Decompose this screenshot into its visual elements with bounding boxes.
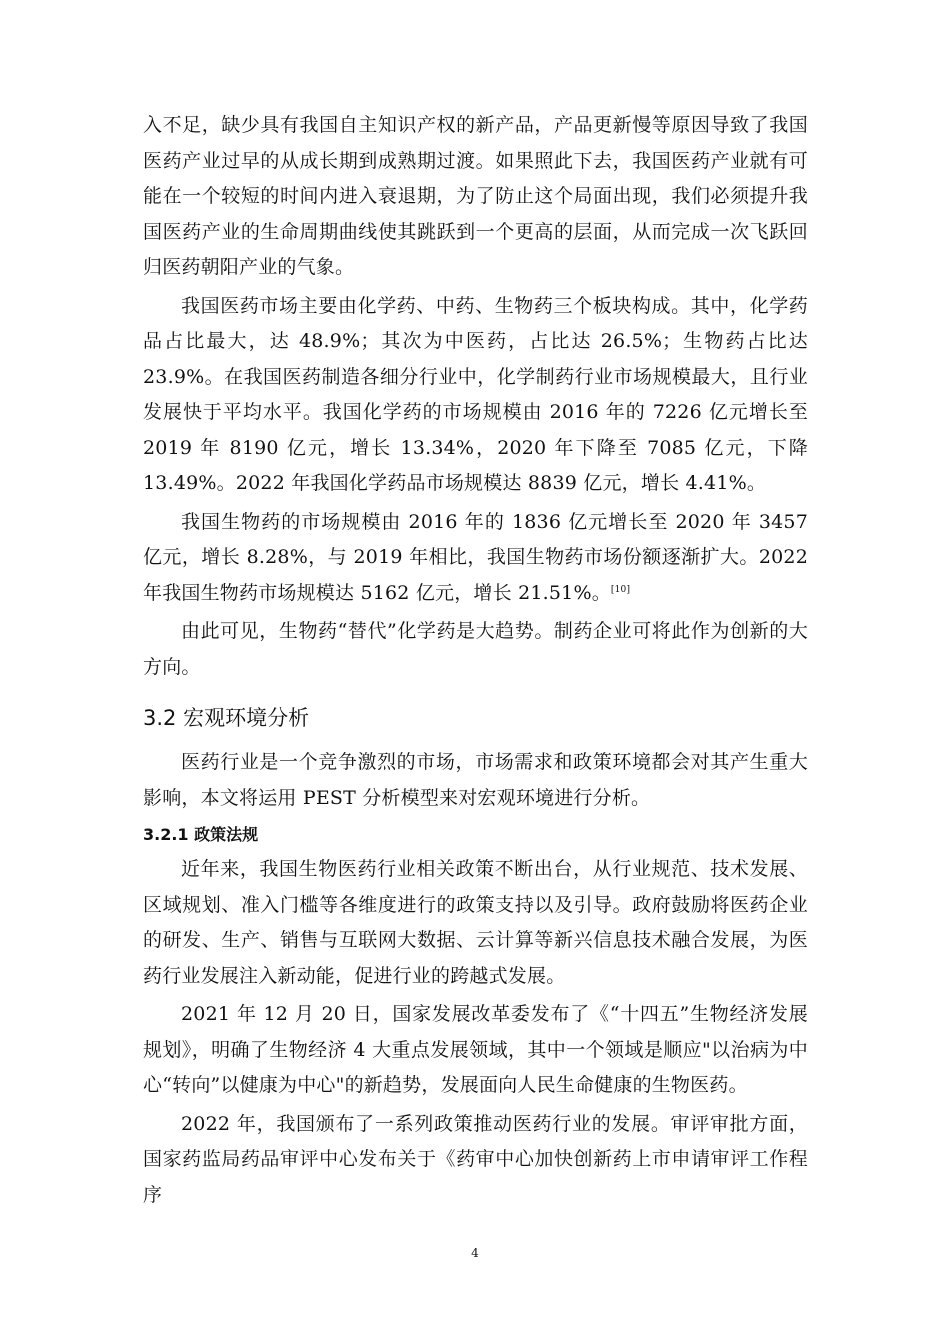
paragraph-lifecycle: 入不足，缺少具有我国自主知识产权的新产品，产品更新慢等原因导致了我国医药产业过早的从成长期到成熟期过渡。如果照此下去，我国医药产业就有可能在一个较短的时间内进入衰退期，为了防止这个局面出现，我们必须提升我国医药产业的生命周期曲线使其跳跃到一个更高的层面，从而完成一次飞跃回归医药朝阳产业的气象。 [143,114,808,278]
paragraph-conclusion: 由此可见，生物药“替代”化学药是大趋势。制药企业可将此作为创新的大方向。 [143,620,808,678]
paragraph-biopharma-text: 我国生物药的市场规模由 2016 年的 1836 亿元增长至 2020 年 3457 亿元，增长 8.28%，与 2019 年相比，我国生物药市场份额逐渐扩大。2022 年我国生物药市场规模达 5162 亿元，增长 21.51%。 [143,510,808,604]
paragraph-biopharma-market [143,505,808,612]
subsection-heading: 3.2.1 政策法规 [143,825,259,844]
paragraph-policy-overview: 近年来，我国生物医药行业相关政策不断出台，从行业规范、技术发展、区域规划、准入门槛等各维度进行的政策支持以及引导。政府鼓励将医药企业的研发、生产、销售与互联网大数据、云计算等新兴信息技术融合发展，为医药行业发展注入新动能，促进行业的跨越式发展。 [143,858,808,987]
page-body [143,108,808,1216]
citation-ref: [10] [610,584,631,595]
paragraph-policy-plan: 2021 年 12 月 20 日，国家发展改革委发布了《“十四五”生物经济发展规划》，明确了生物经济 4 大重点发展领域，其中一个领域是顺应"以治病为中心“转向”以健康为中心"的新趋势，发展面向人民生命健康的生物医药。 [143,1003,808,1096]
page-number: 4 [471,1246,479,1260]
paragraph-market-share: 我国医药市场主要由化学药、中药、生物药三个板块构成。其中，化学药品占比最大，达 48.9%；其次为中医药，占比达 26.5%；生物药占比达 23.9%。在我国医药制造各细分行业中，化学制药行业市场规模最大，且行业发展快于平均水平。我国化学药的市场规模由 2016 年的 7226 亿元增长至 2019 年 8190 亿元，增长 13.34%，2020 年下降至 7085 亿元，下降 13.49%。2022 年我国化学药品市场规模达 8839 亿元，增长 4.41%。 [143,294,808,494]
paragraph-policy-2022: 2022 年，我国颁布了一系列政策推动医药行业的发展。审评审批方面，国家药监局药品审评中心发布关于《药审中心加快创新药上市申请审评工作程序 [143,1112,808,1206]
section-heading: 3.2 宏观环境分析 [143,706,310,730]
paragraph-section-intro: 医药行业是一个竞争激烈的市场，市场需求和政策环境都会对其产生重大影响，本文将运用 PEST 分析模型来对宏观环境进行分析。 [143,751,808,809]
